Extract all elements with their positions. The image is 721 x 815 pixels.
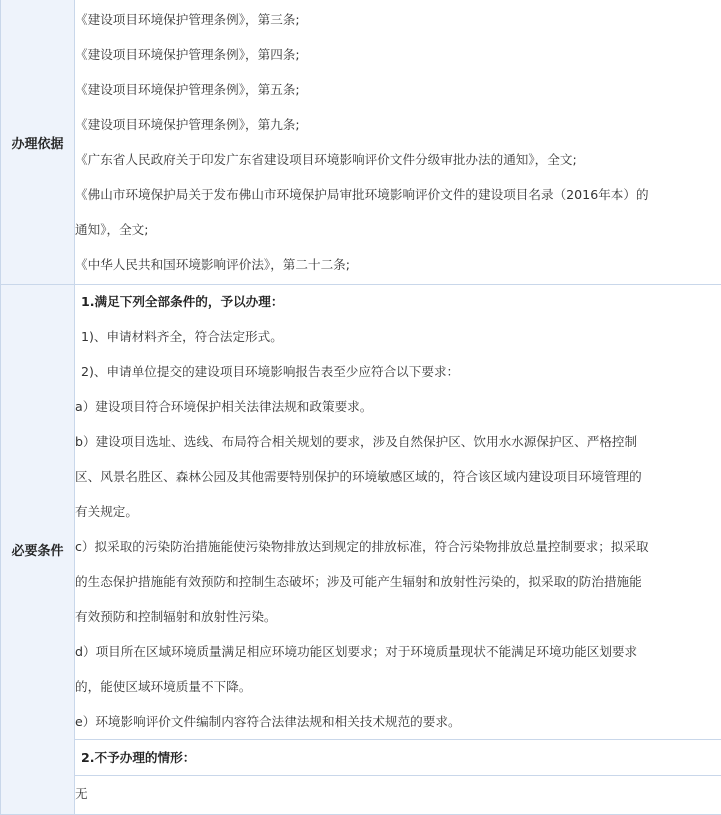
basis-line: 《建设项目环境保护管理条例》，第四条; bbox=[75, 47, 300, 62]
condition-line: c）拟采取的污染防治措施能使污染物排放达到规定的排放标准，符合污染物排放总量控制要求；拟采取 bbox=[75, 539, 649, 554]
basis-line: 《建设项目环境保护管理条例》，第九条; bbox=[75, 117, 300, 132]
basis-row bbox=[0, 0, 721, 284]
conditions-row bbox=[0, 284, 721, 815]
condition-line: 1)、申请材料齐全，符合法定形式。 bbox=[81, 329, 283, 344]
condition-line: 区、风景名胜区、森林公园及其他需要特别保护的环境敏感区域的，符合该区域内建设项目环境管理的 bbox=[75, 469, 642, 484]
basis-line: 《中华人民共和国环境影响评价法》，第二十二条; bbox=[75, 257, 351, 272]
basis-line: 《建设项目环境保护管理条例》，第五条; bbox=[75, 82, 300, 97]
condition-line: b）建设项目选址、选线、布局符合相关规划的要求，涉及自然保护区、饮用水水源保护区、严格控制 bbox=[75, 434, 638, 449]
basis-line: 通知》，全文; bbox=[75, 222, 149, 237]
condition-line: e）环境影响评价文件编制内容符合法律法规和相关技术规范的要求。 bbox=[75, 714, 461, 729]
basis-line: 《建设项目环境保护管理条例》，第三条; bbox=[75, 12, 300, 27]
conditions-heading-1: 1.满足下列全部条件的，予以办理： bbox=[81, 294, 284, 309]
condition-line: 的生态保护措施能有效预防和控制生态破坏；涉及可能产生辐射和放射性污染的，拟采取的防治措施能 bbox=[75, 574, 642, 589]
basis-line: 《佛山市环境保护局关于发布佛山市环境保护局审批环境影响评价文件的建设项目名录（2016年本）的 bbox=[75, 187, 649, 202]
basis-label: 办理依据 bbox=[1, 0, 75, 284]
condition-line: 2)、申请单位提交的建设项目环境影响报告表至少应符合以下要求： bbox=[81, 364, 460, 379]
condition-line: 有关规定。 bbox=[75, 504, 138, 519]
basis-line: 《广东省人民政府关于印发广东省建设项目环境影响评价文件分级审批办法的通知》，全文; bbox=[75, 152, 577, 167]
none-text: 无 bbox=[75, 786, 88, 801]
condition-line: 有效预防和控制辐射和放射性污染。 bbox=[75, 609, 277, 624]
section-divider bbox=[75, 775, 721, 776]
condition-line: 的，能使区域环境质量不下降。 bbox=[75, 679, 252, 694]
conditions-label: 必要条件 bbox=[1, 285, 75, 814]
condition-line: a）建设项目符合环境保护相关法律法规和政策要求。 bbox=[75, 399, 373, 414]
section-divider bbox=[75, 739, 721, 740]
conditions-heading-2: 2.不予办理的情形： bbox=[81, 750, 196, 765]
condition-line: d）项目所在区域环境质量满足相应环境功能区划要求；对于环境质量现状不能满足环境功能区划要求 bbox=[75, 644, 638, 659]
